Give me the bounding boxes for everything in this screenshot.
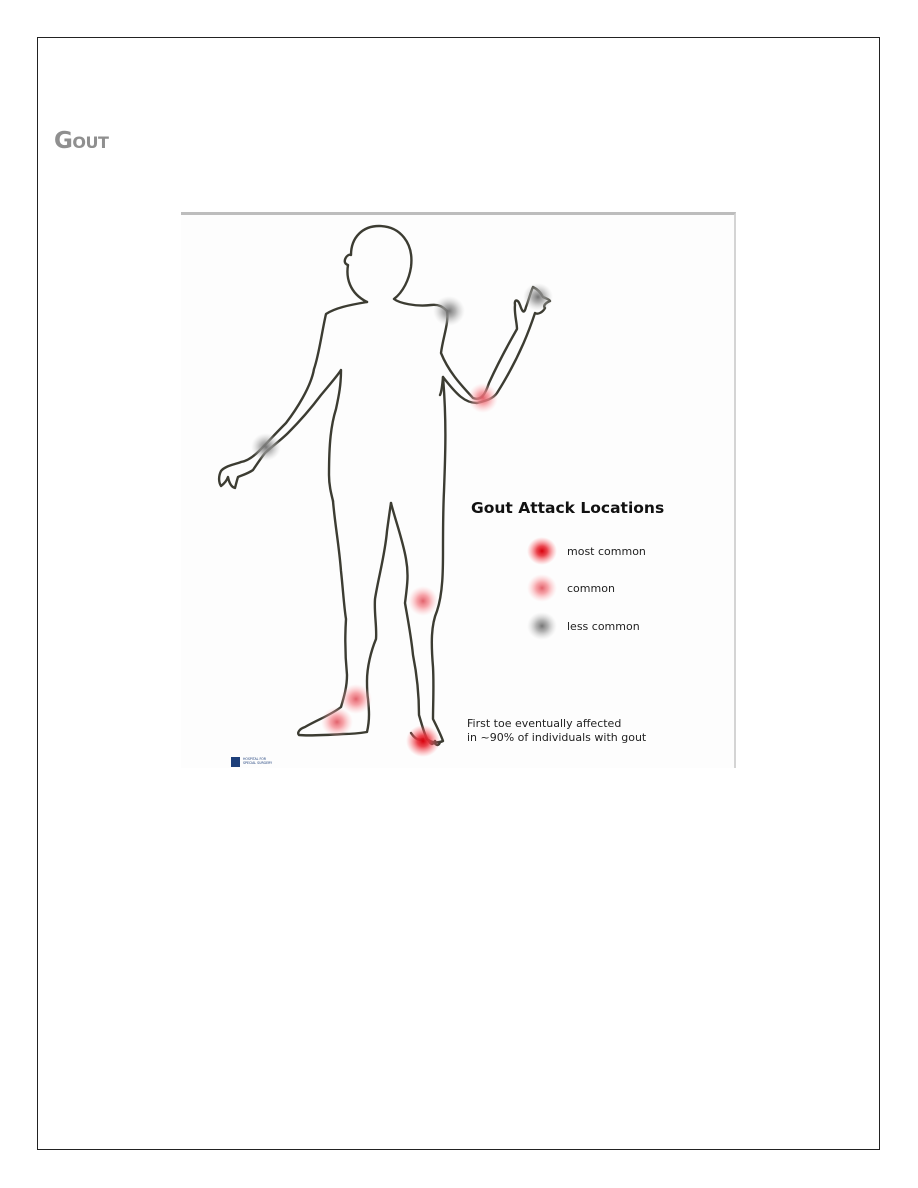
first-toe-marker <box>406 725 440 757</box>
legend-label-less-common: less common <box>567 620 640 633</box>
legend-label-common: common <box>567 582 615 595</box>
legend-swatch-less-common <box>527 612 557 640</box>
left-hand-outline <box>219 370 341 501</box>
legend-swatches <box>527 537 557 640</box>
footnote-line-1: First toe eventually affected <box>467 717 622 730</box>
first-toe-footnote <box>467 717 697 745</box>
hospital-logo-mark <box>231 757 240 767</box>
head-outline <box>345 226 447 311</box>
body-illustration <box>181 215 736 768</box>
hospital-logo-text <box>243 757 272 765</box>
knee-marker <box>408 586 438 616</box>
legend-swatch-common <box>527 574 557 602</box>
elbow-marker <box>468 383 498 413</box>
page-title: Gout <box>54 128 109 154</box>
shoulder-marker <box>433 296 465 326</box>
attack-markers <box>251 283 553 757</box>
midfoot-marker <box>321 707 353 737</box>
right-leg-outline <box>391 377 445 742</box>
legend-label-most-common: most common <box>567 545 646 558</box>
body-outline <box>219 226 550 745</box>
legend-title: Gout Attack Locations <box>471 499 665 517</box>
hospital-logo-line-2: SPECIAL SURGERY <box>243 761 273 765</box>
hospital-logo-line-1: HOSPITAL FOR <box>243 757 267 761</box>
gout-locations-figure <box>181 212 736 768</box>
wrist-right-marker <box>523 283 553 311</box>
hospital-logo <box>231 757 301 768</box>
legend-swatch-most-common <box>527 537 557 565</box>
footnote-line-2: in ~90% of individuals with gout <box>467 731 647 744</box>
wrist-left-marker <box>251 433 281 461</box>
